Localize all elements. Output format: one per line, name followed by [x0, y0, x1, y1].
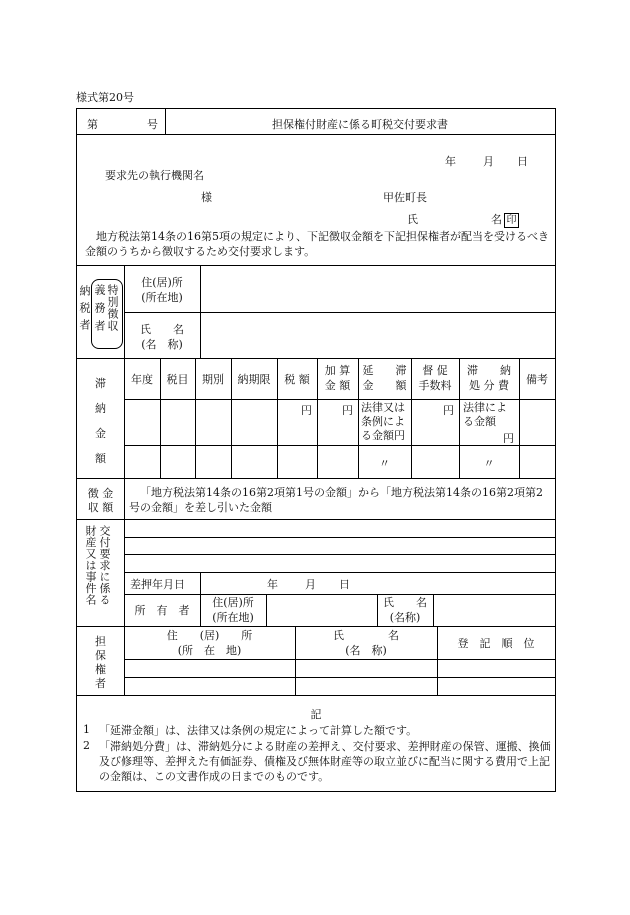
- col-arrears: 延 滞 金 額: [362, 364, 407, 392]
- owner-name-label: 氏 名 (名称): [383, 596, 427, 624]
- number-suffix: 号: [147, 118, 158, 131]
- col-remarks: 備考: [526, 373, 548, 386]
- request-form: [76, 108, 556, 792]
- property-side-label-a: 交付要求に係る: [98, 525, 111, 606]
- col-disposal-cost: 滞 納 処 分 費: [467, 364, 511, 392]
- arrears-note: 法律又は条例による金額円: [361, 401, 405, 442]
- col-tax-item: 税目: [166, 373, 189, 386]
- col-additional: 加 算 金 額: [324, 364, 351, 392]
- note-1-text: 「延滞金額」は、法律又は条例の規定によって計算した額です。: [99, 724, 418, 737]
- taxpayer-address-label: 住(居)所 (所在地): [141, 276, 183, 304]
- disposal-note: 法律による金額: [463, 401, 507, 428]
- addressee-label: 要求先の執行機関名: [105, 169, 204, 182]
- additional-yen-unit: 円: [342, 404, 353, 417]
- issuer-name-label-2: 名 印: [491, 211, 519, 228]
- date-day: 日: [517, 155, 528, 168]
- seal-mark: 印: [504, 213, 519, 228]
- note-1-number: 1: [83, 723, 90, 736]
- note-2-text: 「滞納処分費」は、滞納処分による財産の差押え、交付要求、差押財産の保管、運搬、換価及び修理等、差押えた有価証券、債権及び無体財産等の取立並びに配当に関する費用で上記の金額は、この文書作成の日までのものです。: [99, 740, 551, 783]
- col-period: 期別: [202, 373, 224, 386]
- disposal-yen-unit: 円: [503, 432, 514, 445]
- number-label: 第: [87, 118, 98, 131]
- obligor-label: 義務者: [93, 284, 106, 338]
- tax-yen-unit: 円: [301, 404, 312, 417]
- col-registration-rank: 登 記 順 位: [457, 637, 535, 650]
- col-fiscal-year: 年度: [131, 373, 153, 386]
- notes-heading: 記: [310, 708, 322, 721]
- issuer-title: 甲佐町長: [383, 191, 427, 204]
- owner-address-label: 住(居)所 (所在地): [212, 596, 254, 624]
- col-due-date: 納期限: [237, 373, 271, 386]
- date-month: 月: [483, 155, 494, 168]
- owner-label: 所 有 者: [134, 604, 190, 617]
- intro-text: 地方税法第14条の16第5項の規定により、下記徴収金額を下記担保権者が配当を受けるべき金額のうちから徴収するため交付要求します。: [85, 230, 549, 258]
- security-holder-side-label: 担 保 権 者: [95, 635, 106, 690]
- special-collection-label: 特別徴収: [106, 284, 119, 332]
- seizure-date-label: 差押年月日: [130, 578, 185, 591]
- date-year: 年: [445, 155, 456, 168]
- issuer-name-label: 氏: [407, 213, 418, 226]
- seizure-day: 日: [339, 578, 350, 591]
- seizure-year: 年: [267, 578, 278, 591]
- arrears-ditto: 〃: [379, 457, 390, 470]
- delinquent-side-label: 滞 納 金 額: [95, 377, 106, 465]
- fee-yen-unit: 円: [443, 404, 454, 417]
- col-holder-name: 氏 名 (名 称): [333, 629, 399, 657]
- document-title: 担保権付財産に係る町税交付要求書: [272, 118, 448, 131]
- note-2-number: 2: [83, 739, 90, 752]
- addressee-honorific: 様: [201, 191, 212, 204]
- seizure-month: 月: [305, 578, 316, 591]
- disposal-ditto: 〃: [483, 457, 495, 470]
- collection-side-label: 徴 金 収 額: [87, 487, 114, 514]
- property-side-label-b: 財産又は事件名: [84, 525, 97, 606]
- taxpayer-name-label: 氏 名 (名 称): [140, 323, 184, 351]
- collection-text: 「地方税法第14条の16第2項第1号の金額」から「地方税法第14条の16第2項第2号の金額」を差し引いた金額: [129, 486, 543, 514]
- col-reminder-fee: 督 促 手数料: [418, 364, 452, 392]
- col-tax-amount: 税 額: [284, 373, 310, 386]
- form-number: 様式第20号: [76, 91, 134, 104]
- taxpayer-side-label: 納税者: [78, 285, 91, 336]
- col-holder-address: 住 (居) 所 (所 在 地): [166, 629, 253, 657]
